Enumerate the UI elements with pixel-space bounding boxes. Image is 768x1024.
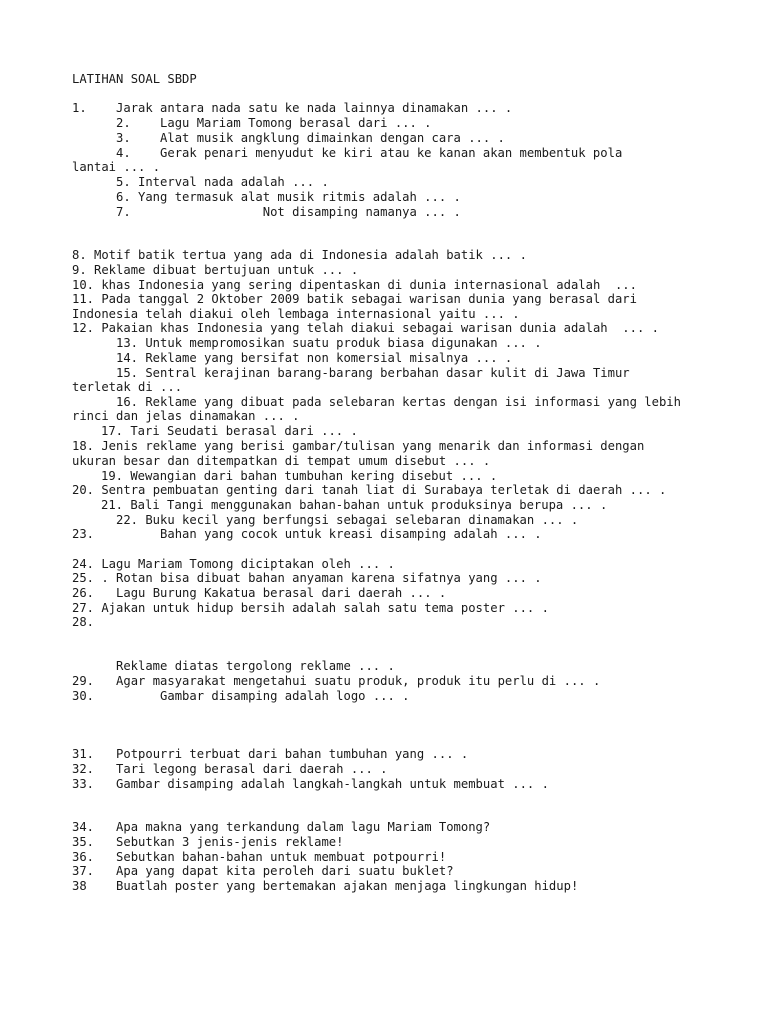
question-line: 12. Pakaian khas Indonesia yang telah diakui sebagai warisan dunia adalah ... . — [72, 321, 659, 335]
question-line: 29. Agar masyarakat mengetahui suatu produk, produk itu perlu di ... . — [72, 674, 601, 688]
question-line: 38 Buatlah poster yang bertemakan ajakan menjaga lingkungan hidup! — [72, 879, 579, 893]
question-line: 15. Sentral kerajinan barang-barang berbahan dasar kulit di Jawa Timur — [116, 366, 630, 380]
question-line: rinci dan jelas dinamakan ... . — [72, 409, 300, 423]
question-line: 13. Untuk mempromosikan suatu produk biasa digunakan ... . — [116, 336, 542, 350]
question-line: 18. Jenis reklame yang berisi gambar/tulisan yang menarik dan informasi dengan — [72, 439, 645, 453]
question-line: 24. Lagu Mariam Tomong diciptakan oleh ... . — [72, 557, 395, 571]
question-line: 2. Lagu Mariam Tomong berasal dari ... . — [116, 116, 432, 130]
question-line: ukuran besar dan ditempatkan di tempat umum disebut ... . — [72, 454, 491, 468]
question-line: 16. Reklame yang dibuat pada selebaran kertas dengan isi informasi yang lebih — [116, 395, 681, 409]
question-line: 4. Gerak penari menyudut ke kiri atau ke kanan akan membentuk pola — [116, 146, 623, 160]
document-title: LATIHAN SOAL SBDP — [72, 72, 197, 86]
question-line: 11. Pada tanggal 2 Oktober 2009 batik sebagai warisan dunia yang berasal dari — [72, 292, 637, 306]
question-line: 20. Sentra pembuatan genting dari tanah liat di Surabaya terletak di daerah ... . — [72, 483, 667, 497]
question-line: 37. Apa yang dapat kita peroleh dari suatu buklet? — [72, 864, 454, 878]
question-line: Reklame diatas tergolong reklame ... . — [116, 659, 395, 673]
question-line: 27. Ajakan untuk hidup bersih adalah salah satu tema poster ... . — [72, 601, 549, 615]
question-line: Indonesia telah diakui oleh lembaga internasional yaitu ... . — [72, 307, 520, 321]
question-line: 17. Tari Seudati berasal dari ... . — [101, 424, 358, 438]
question-line: 34. Apa makna yang terkandung dalam lagu Mariam Tomong? — [72, 820, 491, 834]
question-line: 21. Bali Tangi menggunakan bahan-bahan untuk produksinya berupa ... . — [101, 498, 608, 512]
question-line: terletak di ... — [72, 380, 183, 394]
question-line: 36. Sebutkan bahan-bahan untuk membuat potpourri! — [72, 850, 447, 864]
question-line: 6. Yang termasuk alat musik ritmis adalah ... . — [116, 190, 461, 204]
question-line: 14. Reklame yang bersifat non komersial misalnya ... . — [116, 351, 513, 365]
question-line: 33. Gambar disamping adalah langkah-langkah untuk membuat ... . — [72, 777, 549, 791]
question-line: 3. Alat musik angklung dimainkan dengan cara ... . — [116, 131, 505, 145]
question-line: 30. Gambar disamping adalah logo ... . — [72, 689, 410, 703]
question-line: 10. khas Indonesia yang sering dipentaskan di dunia internasional adalah ... — [72, 278, 637, 292]
question-line: 35. Sebutkan 3 jenis-jenis reklame! — [72, 835, 344, 849]
question-line: 7. Not disamping namanya ... . — [116, 205, 461, 219]
question-line: 32. Tari legong berasal dari daerah ... . — [72, 762, 388, 776]
question-line: 26. Lagu Burung Kakatua berasal dari daerah ... . — [72, 586, 447, 600]
question-line: 9. Reklame dibuat bertujuan untuk ... . — [72, 263, 359, 277]
question-line: 1. Jarak antara nada satu ke nada lainnya dinamakan ... . — [72, 101, 513, 115]
question-line: 25. . Rotan bisa dibuat bahan anyaman karena sifatnya yang ... . — [72, 571, 542, 585]
question-line: 19. Wewangian dari bahan tumbuhan kering disebut ... . — [101, 469, 498, 483]
question-line: lantai ... . — [72, 160, 161, 174]
question-line: 5. Interval nada adalah ... . — [116, 175, 329, 189]
question-line: 28. — [72, 615, 95, 629]
question-line: 31. Potpourri terbuat dari bahan tumbuhan yang ... . — [72, 747, 469, 761]
question-line: 22. Buku kecil yang berfungsi sebagai selebaran dinamakan ... . — [116, 513, 579, 527]
question-line: 8. Motif batik tertua yang ada di Indonesia adalah batik ... . — [72, 248, 527, 262]
question-line: 23. Bahan yang cocok untuk kreasi disamping adalah ... . — [72, 527, 542, 541]
